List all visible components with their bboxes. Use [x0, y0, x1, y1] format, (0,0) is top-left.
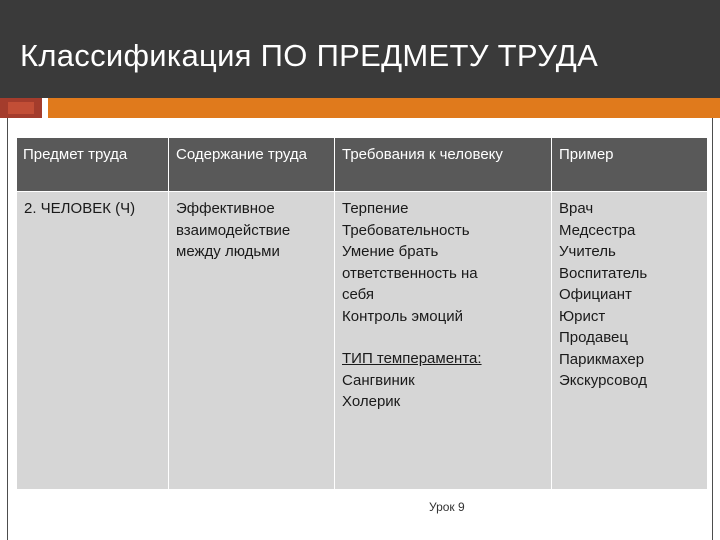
requirement-item: Терпение [342, 200, 409, 217]
temperament-item: Сангвиник [342, 371, 415, 389]
example-item: Учитель [559, 243, 616, 260]
requirement-item: Контроль эмоций [342, 307, 463, 325]
temperament-item: Холерик [342, 393, 401, 410]
accent-bar-right [48, 98, 720, 118]
header-subject: Предмет труда [17, 138, 169, 192]
header-requirements: Требования к человеку [335, 138, 552, 192]
example-item: Парикмахер [559, 350, 645, 368]
requirement-item: Требовательность [342, 221, 470, 239]
subject-text: 2. ЧЕЛОВЕК (Ч) [24, 200, 136, 217]
content-text: Эффективное взаимодействие между людьми [176, 200, 291, 260]
header-content: Содержание труда [169, 138, 335, 192]
header-example: Пример [552, 138, 708, 192]
table-row [17, 192, 708, 490]
example-item: Юрист [559, 307, 606, 325]
cell-requirements [335, 192, 552, 490]
slide-footer: Урок 9 [429, 500, 465, 514]
example-item: Врач [559, 200, 594, 217]
cell-examples [552, 192, 708, 490]
table-header-row [17, 138, 708, 192]
cell-subject [17, 192, 169, 490]
example-item: Продавец [559, 329, 628, 346]
example-item: Официант [559, 286, 632, 303]
classification-table [16, 137, 708, 490]
example-item: Медсестра [559, 221, 636, 239]
temperament-label: ТИП темперамента: [342, 350, 482, 367]
slide-header [0, 0, 720, 98]
cell-content [169, 192, 335, 490]
accent-bar-left-inner [8, 102, 34, 114]
slide-border-right [712, 118, 713, 540]
example-item: Воспитатель [559, 264, 648, 282]
spacer [342, 327, 544, 348]
slide-border-left [7, 118, 8, 540]
example-item: Экскурсовод [559, 372, 647, 389]
requirement-item: Умение брать ответственность на себя [342, 243, 478, 303]
slide-title: Классификация ПО ПРЕДМЕТУ ТРУДА [20, 38, 599, 73]
